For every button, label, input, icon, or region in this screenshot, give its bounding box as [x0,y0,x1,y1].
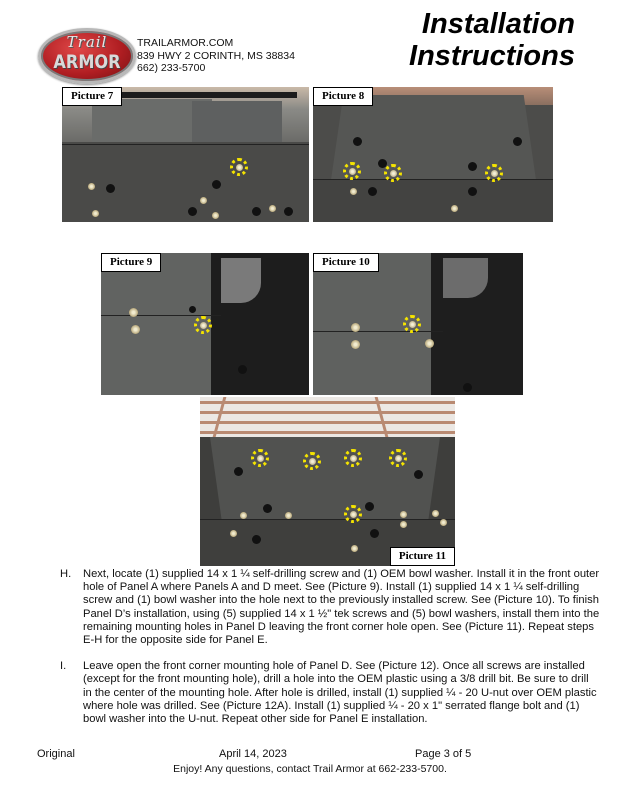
company-contact-block [137,37,295,75]
highlight-ring [403,315,421,333]
picture-9-label: Picture 9 [101,253,161,272]
title-line-2: Instructions [409,40,575,72]
highlight-ring [343,162,361,180]
highlight-ring [485,164,503,182]
company-address: 839 HWY 2 CORINTH, MS 38834 [137,49,295,62]
step-letter: I. [60,660,67,673]
step-letter: H. [60,568,72,580]
step-text: Leave open the front corner mounting hole of Panel D. See (Picture 12). Once all screws are installed (except for the front mounting hole), drill a hole into the OEM plastic using a 3/8 drill bit. Be sure to drill in the center of the mounting hole. After hole is drilled, install (1) supplied ¼ - 20 U-nut over OEM plastic where hole was drilled. See (Picture 12A). Install (1) supplied ¼ - 20 x 1" serrated flange bolt and (1) bowl washer into the U-nut. Repeat other side for Panel E installation. [83,660,597,726]
picture-7 [62,87,309,222]
title-line-1: Installation [421,8,575,40]
page-title [409,8,575,72]
highlight-ring [344,505,362,523]
highlight-ring [389,449,407,467]
footer-contact-line: Enjoy! Any questions, contact Trail Armor at 662-233-5700. [173,763,447,775]
footer-version: Original [37,748,75,760]
picture-8-label: Picture 8 [313,87,373,106]
picture-9 [101,253,309,395]
highlight-ring [303,452,321,470]
highlight-ring [384,164,402,182]
picture-8 [313,87,553,222]
footer-date: April 14, 2023 [219,748,287,760]
step-text: Next, locate (1) supplied 14 x 1 ¼ self-drilling screw and (1) OEM bowl washer. Install it in the front outer hole of Panel A where Panels A and D meet. See (Picture 9). Install (1) supplied 14 x 1 ¼ self-drilling screw and (1) bowl washer into the hole next to the previously installed screw. See (Picture 10). To finish Panel D’s installation, using (5) supplied 14 x 1 ½" tek screws and (5) bowl washers, install them into the remaining mounting holes in Panel D leaving the front corner hole open. See (Picture 11). Repeat steps E-H for the opposite side for Panel E. [83,568,600,647]
logo-script-text: Trail [66,33,108,51]
picture-10 [313,253,523,395]
picture-11 [200,397,455,566]
highlight-ring [230,158,248,176]
highlight-ring [194,316,212,334]
picture-10-label: Picture 10 [313,253,379,272]
company-phone: 662) 233-5700 [137,62,206,74]
picture-7-label: Picture 7 [62,87,122,106]
trail-armor-logo [38,28,136,84]
step-h [60,568,600,647]
highlight-ring [344,449,362,467]
step-i [60,660,600,726]
picture-11-label: Picture 11 [390,547,455,566]
company-website: TRAILARMOR.COM [137,37,234,49]
instruction-steps [60,568,600,739]
footer-page-number: Page 3 of 5 [415,748,472,760]
highlight-ring [251,449,269,467]
logo-word-text: ARMOR [53,51,121,73]
